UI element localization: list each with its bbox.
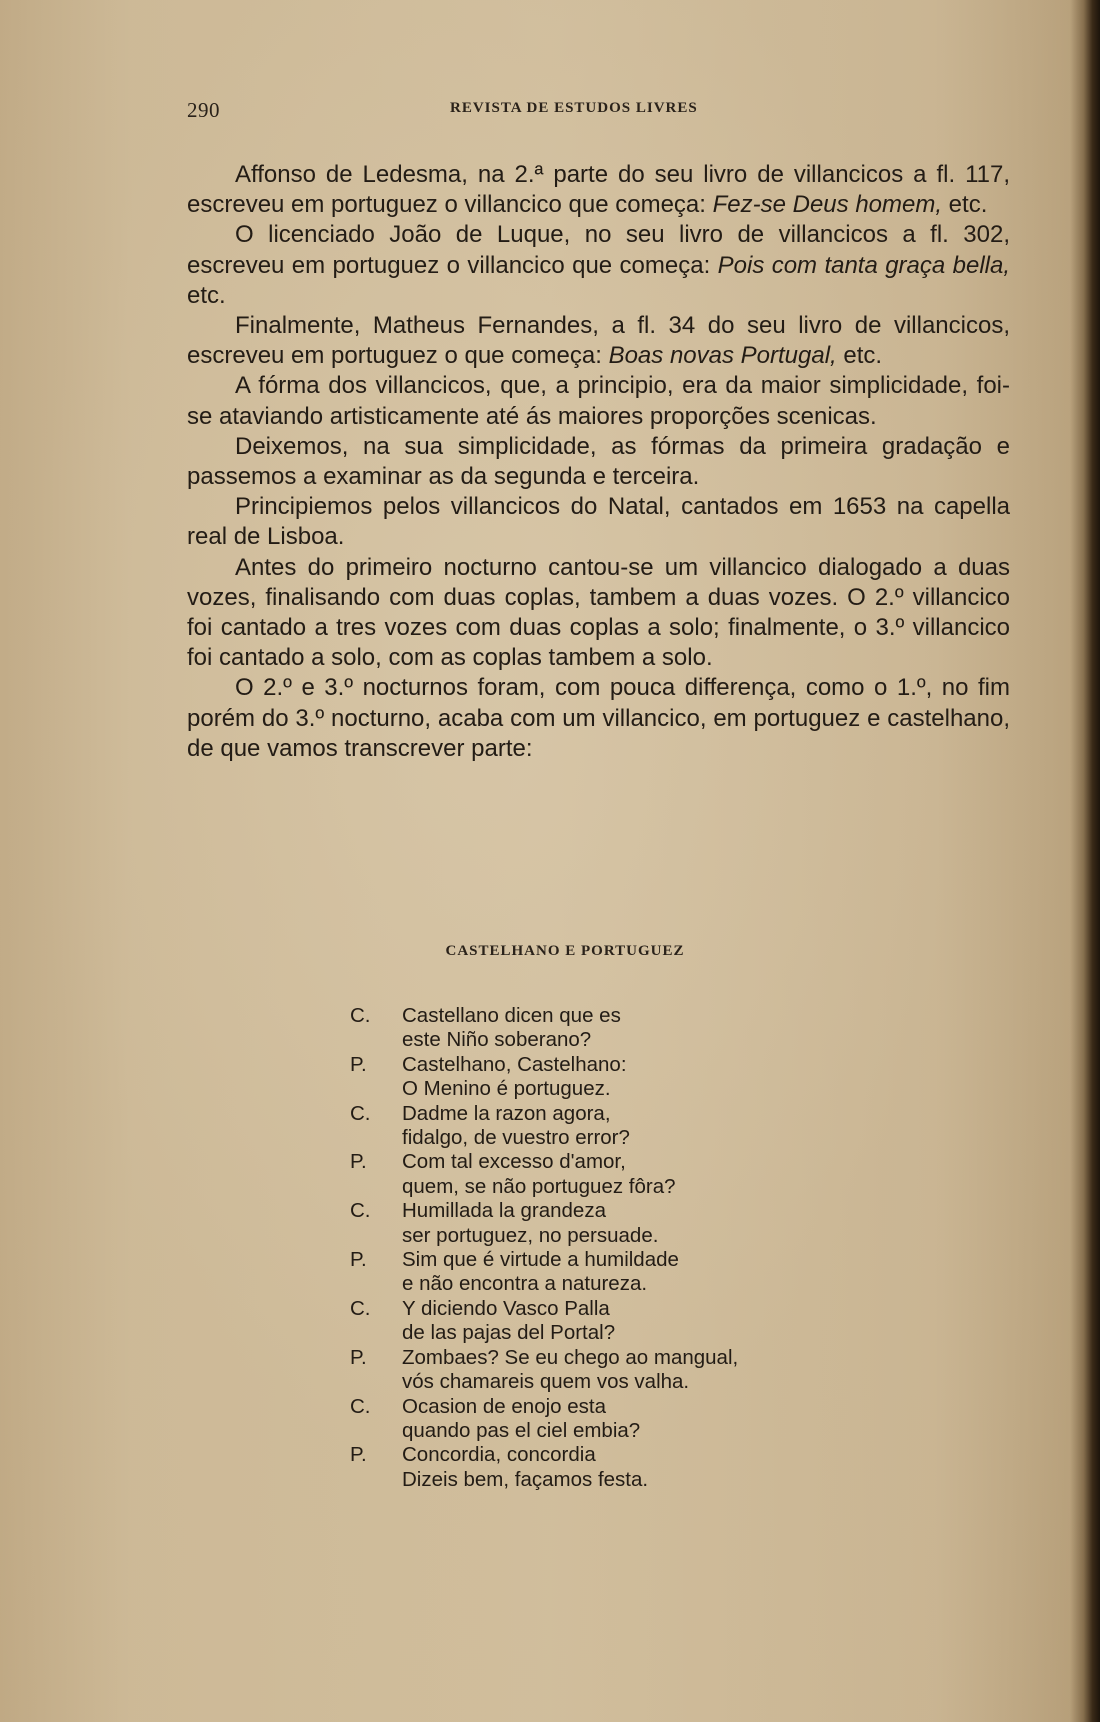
page-number: 290 [187,98,220,122]
verse-line: Zombaes? Se eu chego ao mangual, [402,1345,739,1369]
speaker-label: P. [350,1150,367,1174]
paragraph-quote: Boas novas Portugal, [608,342,837,370]
speaker-label: C. [350,1004,371,1027]
paragraph-text: Finalmente, Matheus Fernandes, a fl. 34 do seu livro de villancicos, escreveu em portuguez o que começa: [187,312,1010,370]
dialogue-verse [350,1004,850,1492]
paragraph [187,220,1010,311]
verse-lines [402,1395,850,1444]
dialogue-turn [350,1102,850,1151]
verse-line: este Niño soberano? [402,1028,592,1052]
verse-line: O Menino é portuguez. [402,1077,611,1101]
verse-lines [402,1443,850,1492]
paragraph-text: A fórma dos villancicos, que, a principio, era da maior simplicidade, foi-se ataviando artisticamente até ás maiores proporções scenicas. [187,372,1010,430]
body-text [187,160,1010,764]
speaker-label: P. [350,1052,367,1076]
paragraph-tail: etc. [836,342,883,370]
verse-lines [402,1297,850,1346]
verse-line: Sim que é virtude a humildade [402,1248,679,1272]
book-spine-shadow [1070,0,1100,1722]
verse-line: vós chamareis quem vos valha. [402,1370,690,1394]
paragraph-text: Affonso de Ledesma, na 2.ª parte do seu livro de villancicos a fl. 117, escreveu em portuguez o villancico que começa: [187,161,1010,219]
paragraph [187,311,1010,371]
dialogue-turn [350,1443,850,1492]
speaker-label: C. [350,1296,371,1320]
paragraph-text: O 2.º e 3.º nocturnos foram, com pouca differença, como o 1.º, no fim porém do 3.º nocturno, acaba com um villancico, em portuguez e castelhano, de que vamos transcrever parte: [187,674,1010,762]
dialogue-turn [350,1199,850,1248]
verse-line: Y diciendo Vasco Palla [402,1296,610,1320]
dialogue-turn [350,1150,850,1199]
verse-line: quem, se não portuguez fôra? [402,1174,676,1198]
verse-line: fidalgo, de vuestro error? [402,1126,630,1150]
paragraph [187,673,1010,764]
dialogue-turn [350,1004,850,1053]
speaker-label: P. [350,1248,367,1272]
verse-line: Ocasion de enojo esta [402,1394,606,1418]
dialogue-turn [350,1053,850,1102]
section-title: CASTELHANO E PORTUGUEZ [445,943,685,959]
dialogue-turn [350,1297,850,1346]
paragraph-text: Antes do primeiro nocturno cantou-se um villancico dialogado a duas vozes, finalisando com duas coplas, tambem a duas vozes. O 2.º villancico foi cantado a tres vozes com duas coplas a solo; finalmente, o 3.º villancico foi cantado a solo, com as coplas tambem a solo. [187,553,1010,672]
verse-line: quando pas el ciel embia? [402,1418,641,1442]
paragraph-tail: etc. [187,281,226,309]
paragraph [187,160,1010,220]
speaker-label: C. [350,1101,371,1125]
verse-line: Concordia, concordia [402,1443,596,1467]
journal-title: REVISTA DE ESTUDOS LIVRES [450,100,698,116]
verse-line: Dadme la razon agora, [402,1101,611,1125]
speaker-label: C. [350,1394,371,1418]
verse-line: ser portuguez, no persuade. [402,1223,659,1247]
paragraph-text: Deixemos, na sua simplicidade, as fórmas da primeira gradação e passemos a examinar as da segunda e terceira. [187,432,1010,491]
verse-line: Com tal excesso d'amor, [402,1150,626,1174]
verse-lines [402,1150,850,1199]
dialogue-turn [350,1346,850,1395]
running-head [0,98,1100,122]
verse-line: Humillada la grandeza [402,1199,606,1223]
verse-line: Castelhano, Castelhano: [402,1052,627,1076]
verse-lines [402,1346,850,1395]
paragraph [187,553,1010,674]
verse-lines [402,1248,850,1297]
verse-line: de las pajas del Portal? [402,1321,616,1345]
speaker-label: P. [350,1443,367,1467]
dialogue-turn [350,1248,850,1297]
verse-line: Dizeis bem, façamos festa. [402,1467,649,1491]
verse-line: Castellano dicen que es [402,1004,621,1027]
paragraph [187,371,1010,431]
paragraph [187,492,1010,552]
paragraph-quote: Fez-se Deus homem, [712,191,943,219]
verse-line: e não encontra a natureza. [402,1272,648,1296]
paragraph-text: Principiemos pelos villancicos do Natal, cantados em 1653 na capella real de Lisboa. [187,493,1010,551]
speaker-label: P. [350,1345,367,1369]
verse-lines [402,1199,850,1248]
verse-lines [402,1053,850,1102]
paragraph-quote: Pois com tanta graça bella, [717,251,1010,279]
paragraph-text: O licenciado João de Luque, no seu livro de villancicos a fl. 302, escreveu em portuguez o villancico que começa: [187,221,1010,279]
speaker-label: C. [350,1199,371,1223]
verse-lines [402,1102,850,1151]
verse-lines [402,1004,850,1053]
paragraph-tail: etc. [942,191,988,219]
paragraph [187,432,1010,492]
dialogue-turn [350,1395,850,1444]
